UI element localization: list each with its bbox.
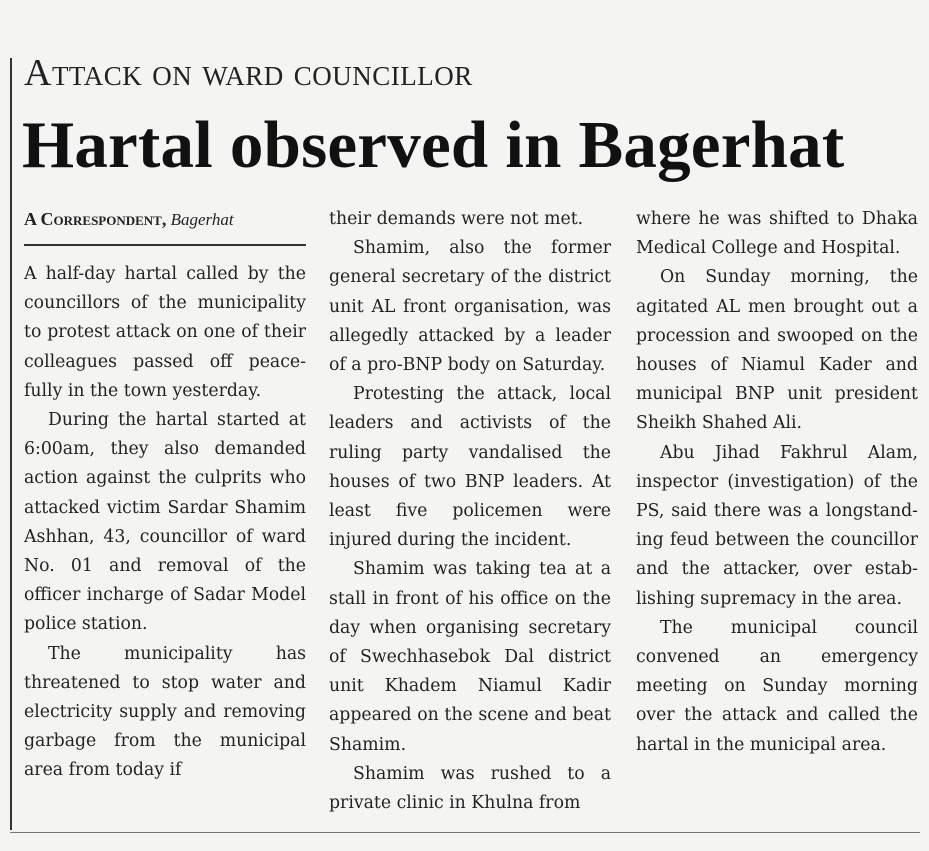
paragraph: Abu Jihad Fakhrul Alam, inspector (investigation) of the PS, said there was a longstanding feud between the councillor and the attacker, over establishing supremacy in the area. (636, 442, 918, 609)
paragraph: Protesting the attack, local leaders and activists of the ruling party vandalised the houses of two BNP leaders. At least five policemen were injured during the incident. (329, 384, 611, 551)
paragraph: their demands were not met. (329, 209, 584, 229)
article-column-2 (329, 205, 611, 818)
article-column-1 (24, 205, 306, 786)
byline-name: A Correspondent, (24, 209, 167, 229)
paragraph: The municipal council convened an emergency meeting on Sunday morning over the attack and called the hartal in the municipal area. (636, 617, 918, 755)
paragraph: Shamim was taking tea at a stall in front of his office on the day when organising secretary of Swechhasebok Dal district unit Khadem Niamul Kadir appeared on the scene and beat Shamim. (329, 559, 611, 755)
byline-place: Bagerhat (170, 210, 234, 229)
byline-rule (24, 244, 306, 246)
paragraph: Shamim, also the former general secretary of the district unit AL front organisation, was allegedly attacked by a leader of a pro-BNP body on Saturday. (329, 238, 611, 376)
left-column-rule (10, 58, 12, 830)
article-column-3 (636, 205, 918, 760)
paragraph: The municipality has threatened to stop water and electricity supply and removing garbage from the municipal area from today if (24, 643, 306, 781)
byline (24, 205, 306, 234)
article-headline: Hartal observed in Bagerhat (22, 108, 845, 182)
bottom-rule (10, 832, 920, 833)
paragraph: During the hartal started at 6:00am, they also demanded action against the culprits who attacked victim Sardar Shamim Ashhan, 43, councillor of ward No. 01 and removal of the officer incharge of Sadar Model police station. (24, 410, 306, 635)
paragraph: Shamim was rushed to a private clinic in Khulna from (329, 763, 611, 814)
article-kicker: Attack on ward councillor (24, 52, 473, 94)
paragraph: A half-day hartal called by the councillors of the municipality to protest attack on one of their colleagues passed off peacefully in the town yesterday. (24, 264, 306, 401)
paragraph: On Sunday morning, the agitated AL men brought out a procession and swooped on the houses of Niamul Kader and municipal BNP unit president Sheikh Shahed Ali. (636, 267, 918, 434)
paragraph: where he was shifted to Dhaka Medical College and Hospital. (636, 209, 918, 259)
